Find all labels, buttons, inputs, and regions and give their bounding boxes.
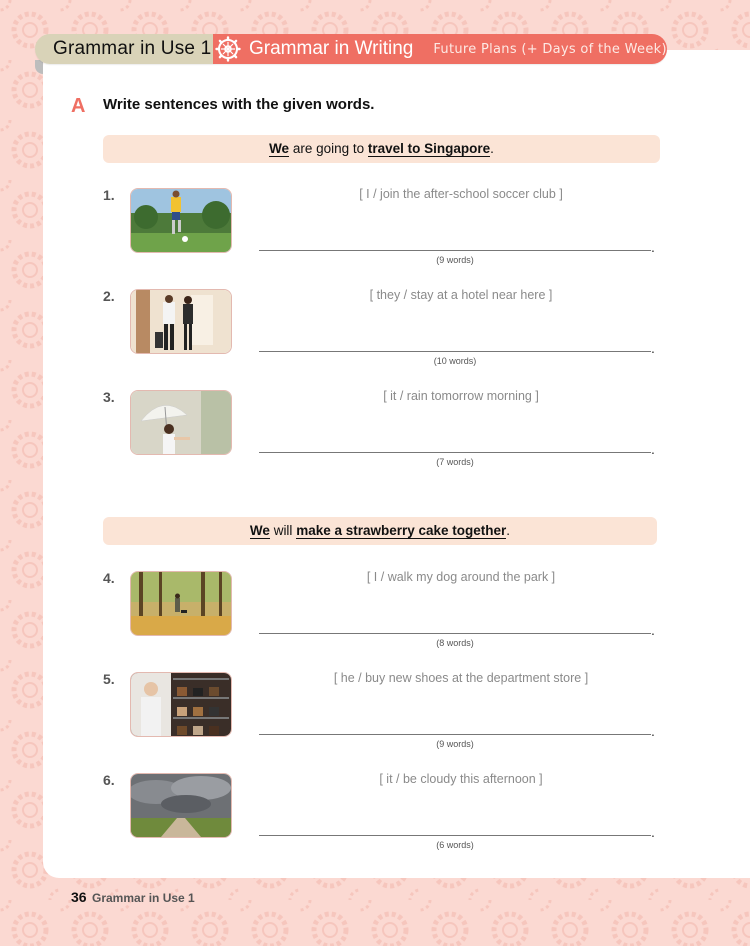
example-sentence-box bbox=[103, 135, 660, 163]
example-subject: We bbox=[249, 523, 270, 538]
exercise-item bbox=[103, 389, 663, 474]
exercise-item bbox=[103, 187, 663, 272]
answer-period: . bbox=[651, 340, 655, 356]
item-number: 3. bbox=[103, 389, 115, 405]
item-prompt: [ I / walk my dog around the park ] bbox=[366, 570, 556, 584]
item-prompt: [ it / be cloudy this afternoon ] bbox=[379, 772, 543, 786]
answer-period: . bbox=[651, 441, 655, 457]
exercise-item bbox=[103, 772, 663, 857]
exercise-item bbox=[103, 288, 663, 373]
answer-period: . bbox=[651, 824, 655, 840]
item-number: 4. bbox=[103, 570, 115, 586]
photo-girl-umbrella bbox=[130, 390, 232, 455]
example-phrase: travel to Singapore bbox=[367, 141, 491, 156]
page-number: 36 bbox=[71, 889, 87, 905]
word-count: (7 words) bbox=[436, 457, 474, 467]
header-section-block bbox=[213, 34, 667, 64]
prompt-text: I / join the after-school soccer club bbox=[366, 187, 556, 201]
item-prompt: [ it / rain tomorrow morning ] bbox=[383, 389, 539, 403]
example-sentence-box bbox=[103, 517, 657, 545]
item-prompt: [ I / join the after-school soccer club ] bbox=[359, 187, 563, 201]
answer-period: . bbox=[651, 723, 655, 739]
item-prompt: [ they / stay at a hotel near here ] bbox=[369, 288, 553, 302]
header-section-title: Grammar in Writing bbox=[249, 38, 414, 59]
word-count: (9 words) bbox=[436, 255, 474, 265]
word-count: (6 words) bbox=[436, 840, 474, 850]
photo-hotel-couple bbox=[130, 289, 232, 354]
prompt-text: he / buy new shoes at the department store bbox=[340, 671, 582, 685]
word-count: (9 words) bbox=[436, 739, 474, 749]
word-count: (10 words) bbox=[433, 356, 477, 366]
answer-period: . bbox=[651, 622, 655, 638]
section-instruction: Write sentences with the given words. bbox=[103, 96, 375, 113]
photo-park-dog-walk bbox=[130, 571, 232, 636]
example-subject: We bbox=[269, 141, 290, 156]
example-period: . bbox=[490, 141, 494, 156]
item-number: 2. bbox=[103, 288, 115, 304]
answer-period: . bbox=[651, 239, 655, 255]
prompt-text: I / walk my dog around the park bbox=[373, 570, 549, 584]
exercise-item bbox=[103, 570, 663, 655]
answer-line[interactable] bbox=[259, 452, 651, 453]
prompt-text: they / stay at a hotel near here bbox=[376, 288, 546, 302]
header-topic: Future Plans (+ Days of the Week) bbox=[433, 41, 667, 57]
page-header bbox=[35, 34, 667, 64]
example-period: . bbox=[506, 523, 511, 538]
section-letter: A bbox=[71, 95, 86, 117]
item-number: 1. bbox=[103, 187, 115, 203]
photo-cloudy-sky bbox=[130, 773, 232, 838]
header-book-title: Grammar in Use 1 bbox=[53, 38, 212, 59]
header-book-title-block bbox=[35, 34, 213, 64]
example-verb: are going to bbox=[289, 141, 368, 156]
photo-soccer-player bbox=[130, 188, 232, 253]
answer-line[interactable] bbox=[259, 351, 651, 352]
prompt-text: it / rain tomorrow morning bbox=[390, 389, 532, 403]
gear-icon bbox=[215, 36, 241, 62]
answer-line[interactable] bbox=[259, 250, 651, 251]
item-number: 6. bbox=[103, 772, 115, 788]
item-prompt: [ he / buy new shoes at the department store ] bbox=[333, 671, 589, 685]
answer-line[interactable] bbox=[259, 835, 651, 836]
word-count: (8 words) bbox=[436, 638, 474, 648]
answer-line[interactable] bbox=[259, 633, 651, 634]
exercise-item bbox=[103, 671, 663, 756]
example-verb: will bbox=[269, 523, 297, 538]
footer-book-title: Grammar in Use 1 bbox=[92, 891, 195, 905]
answer-line[interactable] bbox=[259, 734, 651, 735]
example-phrase: make a strawberry cake together bbox=[296, 523, 507, 538]
prompt-text: it / be cloudy this afternoon bbox=[386, 772, 536, 786]
photo-shoe-store bbox=[130, 672, 232, 737]
item-number: 5. bbox=[103, 671, 115, 687]
